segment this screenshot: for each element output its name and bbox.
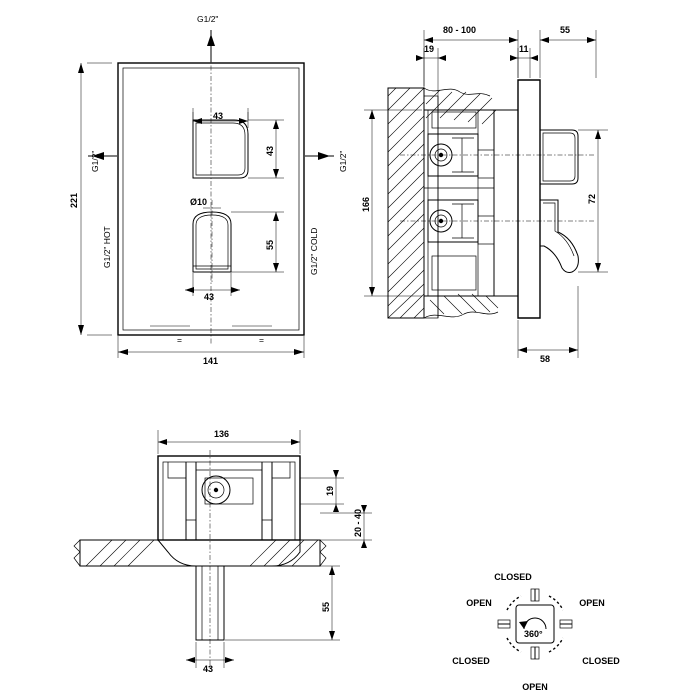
dim-plate-thickness-zone: 55 xyxy=(560,25,571,35)
dim-overall-width-top: 136 xyxy=(214,429,230,439)
top-wall-slab xyxy=(80,540,320,566)
tick-bottom xyxy=(531,647,539,659)
wall-hatch-right xyxy=(426,90,498,314)
d55r-arrow-left xyxy=(540,37,549,43)
escutcheon-plate xyxy=(518,80,540,318)
inlet-cold-label: G1/2" COLD xyxy=(309,227,319,275)
d43v-arrow-bottom xyxy=(273,169,279,178)
dim-wall-offset: 19 xyxy=(424,44,435,54)
d58-arrow-left xyxy=(518,347,527,353)
dim-handle-zone-height: 72 xyxy=(587,193,597,204)
d19-arrow-right xyxy=(438,55,446,61)
w141-arrow-right xyxy=(294,349,304,355)
dim-overall-height: 221 xyxy=(69,192,79,208)
d43bot-arrow-left xyxy=(185,287,194,293)
dim-wall-thickness: 19 xyxy=(325,485,335,496)
d43bot-arrow-right xyxy=(231,287,240,293)
dim-stem-width: 43 xyxy=(203,664,214,674)
diverter-knob-side-inner xyxy=(543,133,575,181)
rotation-label-top: CLOSED xyxy=(494,572,532,582)
arc-lower-right xyxy=(549,638,563,652)
dim-upper-plate-height: 43 xyxy=(265,145,275,156)
rotation-arcs-dashed xyxy=(507,596,563,652)
top-detail-left xyxy=(168,462,186,478)
top-wall-break-right xyxy=(320,540,326,566)
dim-upper-plate-width: 43 xyxy=(213,111,224,121)
d80100-arrow-right xyxy=(509,37,518,43)
inlet-left-label: G1/2" xyxy=(90,150,100,172)
dim-stem-length: 55 xyxy=(321,601,331,612)
top-wall-hatch xyxy=(86,540,318,566)
top-wall-break-left xyxy=(74,540,80,566)
plate-tick-label-1: = xyxy=(177,335,182,345)
front-view xyxy=(69,14,348,366)
dim-lower-handle-height: 55 xyxy=(265,239,275,250)
escutcheon-collar xyxy=(494,110,518,296)
wall-break-top xyxy=(424,88,490,96)
body-lower-chamber xyxy=(432,256,476,290)
d80100-arrow-left xyxy=(424,37,433,43)
d166-arrow-top xyxy=(369,110,375,119)
wall-left-edge xyxy=(388,88,424,318)
rotation-label-right-upper: OPEN xyxy=(579,598,605,608)
plate-tick-label-2: = xyxy=(259,335,264,345)
thermostatic-lever-side xyxy=(540,200,578,273)
arc-lower-left xyxy=(507,638,521,652)
dim-lower-handle-width: 43 xyxy=(204,292,215,302)
arc-upper-right xyxy=(549,596,563,610)
d136-arrow-right xyxy=(291,439,300,445)
top-detail-right xyxy=(272,462,290,478)
h221-arrow-top xyxy=(78,63,84,73)
d2040-arrow-bottom xyxy=(361,540,367,548)
stem-collar xyxy=(158,540,300,566)
top-cartridge-box xyxy=(205,478,253,504)
d43v-arrow-top xyxy=(273,120,279,129)
side-section-view xyxy=(361,25,608,364)
tick-top xyxy=(531,589,539,601)
d58-arrow-right xyxy=(569,347,578,353)
rotation-arc xyxy=(524,618,546,629)
d166-arrow-bottom xyxy=(369,287,375,296)
d19-arrow-left xyxy=(416,55,424,61)
tick-right xyxy=(560,620,572,628)
d136-arrow-left xyxy=(158,439,167,445)
d72-arrow-top xyxy=(595,130,601,139)
dim-body-wall: 11 xyxy=(519,44,529,54)
rotation-diagram xyxy=(452,572,620,692)
d72-arrow-bottom xyxy=(595,263,601,272)
top-inlet-arrowhead xyxy=(207,34,215,46)
d55-arrow-bottom xyxy=(273,263,279,272)
inlet-top-label: G1/2" xyxy=(197,14,219,24)
rotation-label-right-lower: CLOSED xyxy=(582,656,620,666)
tick-left xyxy=(498,620,510,628)
dim-spindle-diameter: Ø10 xyxy=(190,197,208,207)
dstem43-arrow-right xyxy=(225,657,234,663)
body-port-upper xyxy=(478,150,494,178)
top-section-view xyxy=(74,429,372,674)
rotation-label-bottom: OPEN xyxy=(522,682,548,692)
diverter-knob-side xyxy=(540,130,578,184)
dstem55-arrow-top xyxy=(329,566,335,575)
rotation-label-left-lower: CLOSED xyxy=(452,656,490,666)
dstem55-arrow-bottom xyxy=(329,631,335,640)
top-body-outline xyxy=(158,456,300,540)
inlet-hot-label: G1/2" HOT xyxy=(102,226,112,268)
mixer-body-flange xyxy=(424,96,438,318)
dim-recess-range: 20 - 40 xyxy=(353,508,363,537)
h221-arrow-bottom xyxy=(78,325,84,335)
dim-rough-in-depth: 80 - 100 xyxy=(443,25,477,35)
w141-arrow-left xyxy=(118,349,128,355)
dstem43-arrow-left xyxy=(186,657,195,663)
d55r-arrow-right xyxy=(587,37,596,43)
top-cartridge-centre xyxy=(214,488,218,492)
rotation-center-label: 360° xyxy=(524,629,543,639)
dtop19-arrow-top xyxy=(333,470,339,478)
top-body-inner xyxy=(163,462,295,540)
wall-hatch xyxy=(388,88,424,318)
inlet-right-label: G1/2" xyxy=(338,150,348,172)
right-inlet-arrowhead xyxy=(318,152,330,160)
arc-upper-left xyxy=(507,596,521,610)
d11-arrow-left xyxy=(510,55,518,61)
dim-overall-width: 141 xyxy=(203,356,219,366)
rotation-arc-arrowhead xyxy=(519,621,528,629)
rotation-label-left-upper: OPEN xyxy=(466,598,492,608)
d55-arrow-top xyxy=(273,212,279,221)
diverter-plate-inner xyxy=(196,123,245,175)
dim-body-height: 166 xyxy=(361,196,371,212)
dtop19-arrow-bottom xyxy=(333,504,339,512)
dim-plate-depth: 58 xyxy=(540,354,551,364)
diverter-plate-outline xyxy=(193,120,248,178)
d11-arrow-right xyxy=(530,55,538,61)
body-port-lower xyxy=(478,216,494,244)
